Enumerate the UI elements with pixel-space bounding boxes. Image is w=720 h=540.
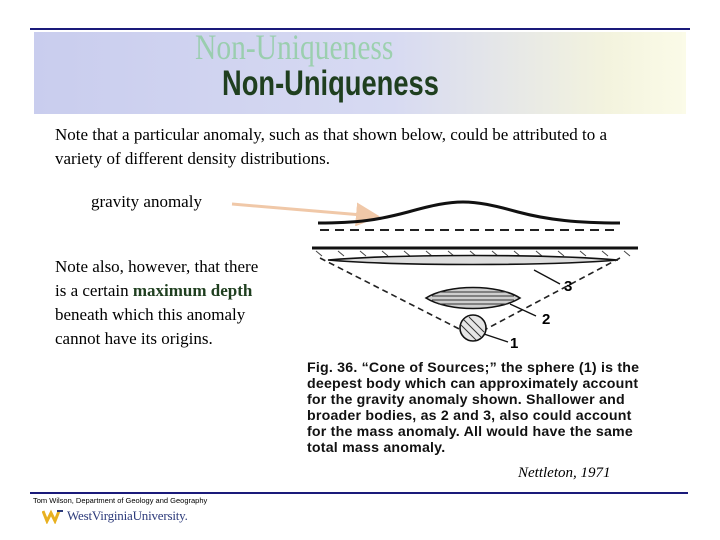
gravity-anomaly-label: gravity anomaly bbox=[91, 192, 202, 211]
university-logo bbox=[42, 508, 188, 524]
maximum-depth-paragraph bbox=[55, 255, 265, 351]
body-2-lens bbox=[426, 288, 520, 309]
university-name: WestVirginiaUniversity. bbox=[67, 508, 188, 523]
label-2: 2 bbox=[542, 311, 551, 328]
body-3-lens bbox=[328, 256, 618, 265]
title-shadow: Non-Uniqueness bbox=[195, 27, 394, 67]
credit: Nettleton, 1971 bbox=[518, 465, 611, 481]
note-end: beneath which this anomaly cannot have its origins. bbox=[55, 305, 246, 348]
label-1: 1 bbox=[510, 335, 519, 352]
footer-rule bbox=[30, 492, 688, 494]
anomaly-curve bbox=[318, 202, 620, 223]
slide-title: Non-Uniqueness bbox=[222, 64, 439, 103]
note-start: Note also, however, that there is a certain bbox=[55, 257, 259, 300]
flying-wv-icon bbox=[42, 508, 64, 524]
intro-paragraph: Note that a particular anomaly, such as that shown below, could be attributed to a variety of different density distributions. bbox=[55, 125, 608, 168]
label-3: 3 bbox=[564, 278, 573, 295]
footer-author: Tom Wilson, Department of Geology and Geography bbox=[33, 496, 208, 505]
figure-caption: Fig. 36. “Cone of Sources;” the sphere (1) is the deepest body which can approximately account for the gravity anomaly shown. Shallower and broader bodies, as 2 and 3, also could account for the mass anomaly. All would have the same total mass anomaly. bbox=[307, 360, 640, 456]
maximum-depth-emphasis: maximum depth bbox=[132, 281, 253, 300]
